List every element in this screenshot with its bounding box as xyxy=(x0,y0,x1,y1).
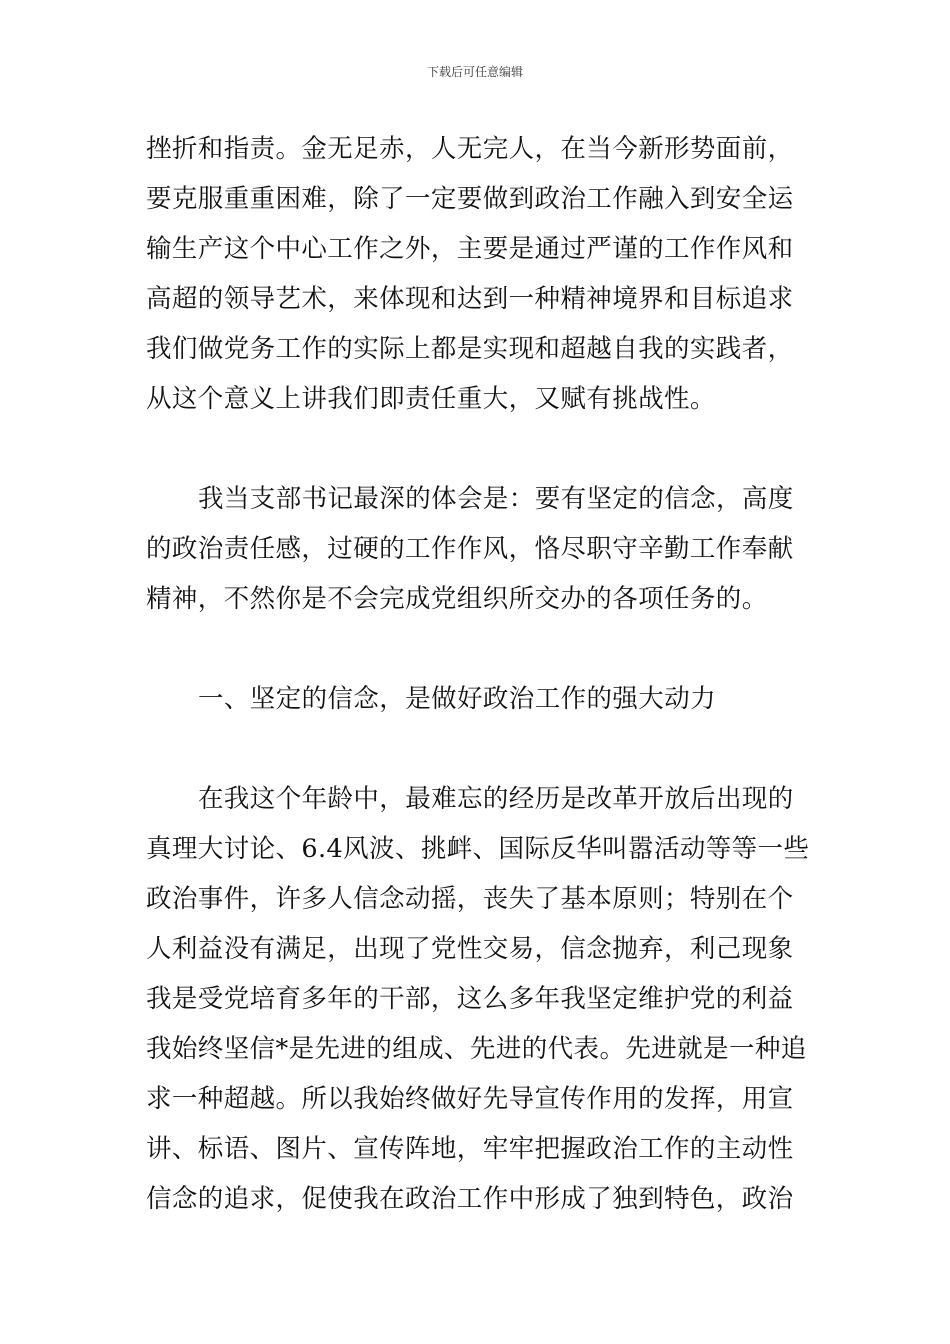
text-line: 输生产这个中心工作之外，主要是通过严谨的工作作风和 xyxy=(146,234,794,264)
text-line: 人利益没有满足，出现了党性交易，信念抛弃，利己现象 xyxy=(146,934,794,964)
text-line: 的政治责任感，过硬的工作作风，恪尽职守辛勤工作奉献 xyxy=(146,534,794,564)
text-line: 求一种超越。所以我始终做好先导宣传作用的发挥，用宣 xyxy=(146,1084,794,1114)
text-line: 在我这个年龄中，最难忘的经历是改革开放后出现的 xyxy=(198,784,794,814)
page-header: 下载后可任意编辑 xyxy=(426,65,523,79)
text-line: 真理大讨论、6.4风波、挑衅、国际反华叫嚣活动等等一些 xyxy=(146,834,810,864)
text-line: 政治事件，许多人信念动摇，丧失了基本原则；特别在个 xyxy=(146,884,794,914)
text-line: 我是受党培育多年的干部，这么多年我坚定维护党的利益 xyxy=(146,984,794,1014)
text-line: 精神，不然你是不会完成党组织所交办的各项任务的。 xyxy=(146,584,768,614)
text-line: 信念的追求，促使我在政治工作中形成了独到特色，政治 xyxy=(146,1184,794,1214)
text-line: 从这个意义上讲我们即责任重大，又赋有挑战性。 xyxy=(146,384,716,414)
text-line: 要克服重重困难，除了一定要做到政治工作融入到安全运 xyxy=(146,184,794,214)
text-line: 高超的领导艺术，来体现和达到一种精神境界和目标追求 xyxy=(146,284,794,314)
section-heading: 一、坚定的信念，是做好政治工作的强大动力 xyxy=(198,684,717,714)
text-line: 我始终坚信*是先进的组成、先进的代表。先进就是一种追 xyxy=(146,1034,807,1064)
text-line: 我们做党务工作的实际上都是实现和超越自我的实践者， xyxy=(146,334,794,364)
text-line: 我当支部书记最深的体会是：要有坚定的信念，高度 xyxy=(198,484,794,514)
text-line: 讲、标语、图片、宣传阵地，牢牢把握政治工作的主动性 xyxy=(146,1134,794,1164)
text-line: 挫折和指责。金无足赤，人无完人，在当今新形势面前， xyxy=(146,134,794,164)
